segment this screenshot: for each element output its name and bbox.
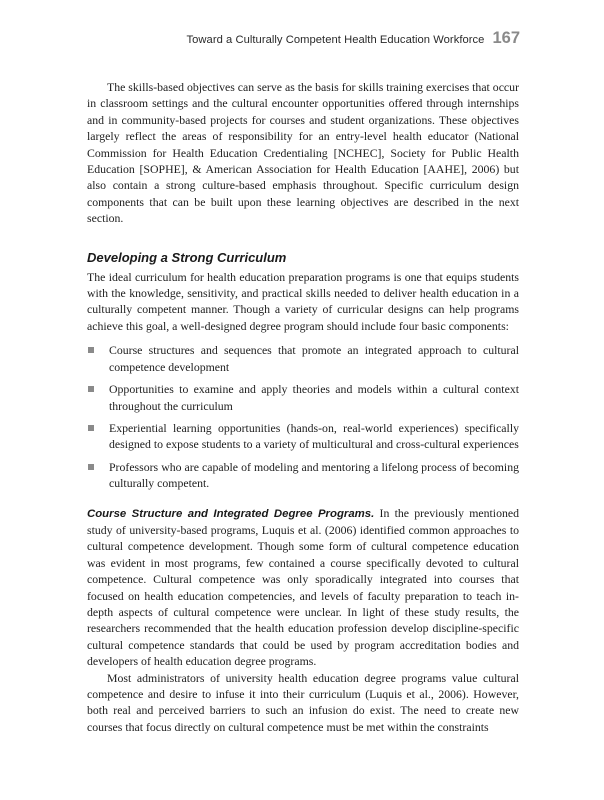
paragraph-course-structure bbox=[87, 505, 519, 670]
square-bullet-icon bbox=[88, 386, 94, 392]
paragraph-ideal-curriculum: The ideal curriculum for health education preparation programs is one that equips students with the knowledge, sensitivity, and practical skills needed to deliver health education in a culturally competent manner. Though a variety of curricular designs can help programs achieve this goal, a well-designed degree program should include four basic components: bbox=[87, 269, 519, 333]
list-item bbox=[87, 342, 519, 375]
list-item bbox=[87, 381, 519, 414]
list-item bbox=[87, 420, 519, 453]
body-text bbox=[87, 79, 519, 735]
paragraph-administrators: Most administrators of university health education degree programs value cultural competence and desire to infuse it into their curriculum (Luquis et al., 2006). However, both real and perceived barriers to such an infusion do exist. The need to create new courses that focus directly on cultural competence must be met within the constraints bbox=[87, 670, 519, 734]
square-bullet-icon bbox=[88, 425, 94, 431]
paragraph-skills-objectives: The skills-based objectives can serve as the basis for skills training exercises that occur in classroom settings and the cultural encounter opportunities offered through internships and in community-based projects for courses and student organizations. These objectives largely reflect the areas of responsibility for an entry-level health educator (National Commission for Health Education Credentialing [NCHEC], Society for Public Health Education [SOPHE], & American Association for Health Education [AAHE], 2006) but also contain a strong culture-based emphasis throughout. Specific curriculum design components that can be built upon these learning objectives are described in the next section. bbox=[87, 80, 519, 226]
running-head bbox=[187, 29, 521, 48]
list-item bbox=[87, 459, 519, 492]
components-list bbox=[87, 342, 519, 491]
list-item-text: Professors who are capable of modeling and mentoring a lifelong process of becoming culturally competent. bbox=[109, 459, 519, 491]
square-bullet-icon bbox=[88, 464, 94, 470]
square-bullet-icon bbox=[88, 347, 94, 353]
paragraph-course-structure-text: In the previously mentioned study of university-based programs, Luquis et al. (2006) identified common approaches to cultural competence development. Though some form of cultural competence education was evident in most programs, few contained a course specifically devoted to cultural competence. Cultural competence was only sporadically integrated into courses that focused on health education competencies, and levels of faculty preparation to teach in-depth aspects of cultural competence were unclear. In light of these study results, the researchers recommended that the health education profession develop discipline-specific cultural competence standards that could be used by program accreditation bodies and developers of health education degree programs. bbox=[87, 505, 520, 669]
list-item-text: Course structures and sequences that promote an integrated approach to cultural competence development bbox=[109, 343, 519, 374]
runin-heading: Course Structure and Integrated Degree Programs. bbox=[87, 507, 375, 520]
running-head-title: Toward a Culturally Competent Health Education Workforce bbox=[186, 34, 485, 46]
page-number: 167 bbox=[492, 29, 520, 47]
section-heading: Developing a Strong Curriculum bbox=[87, 249, 287, 265]
list-item-text: Experiential learning opportunities (hands-on, real-world experiences) specifically designed to expose students to a variety of multicultural and cross-cultural experiences bbox=[109, 420, 519, 452]
list-item-text: Opportunities to examine and apply theories and models within a cultural context throughout the curriculum bbox=[109, 382, 519, 413]
